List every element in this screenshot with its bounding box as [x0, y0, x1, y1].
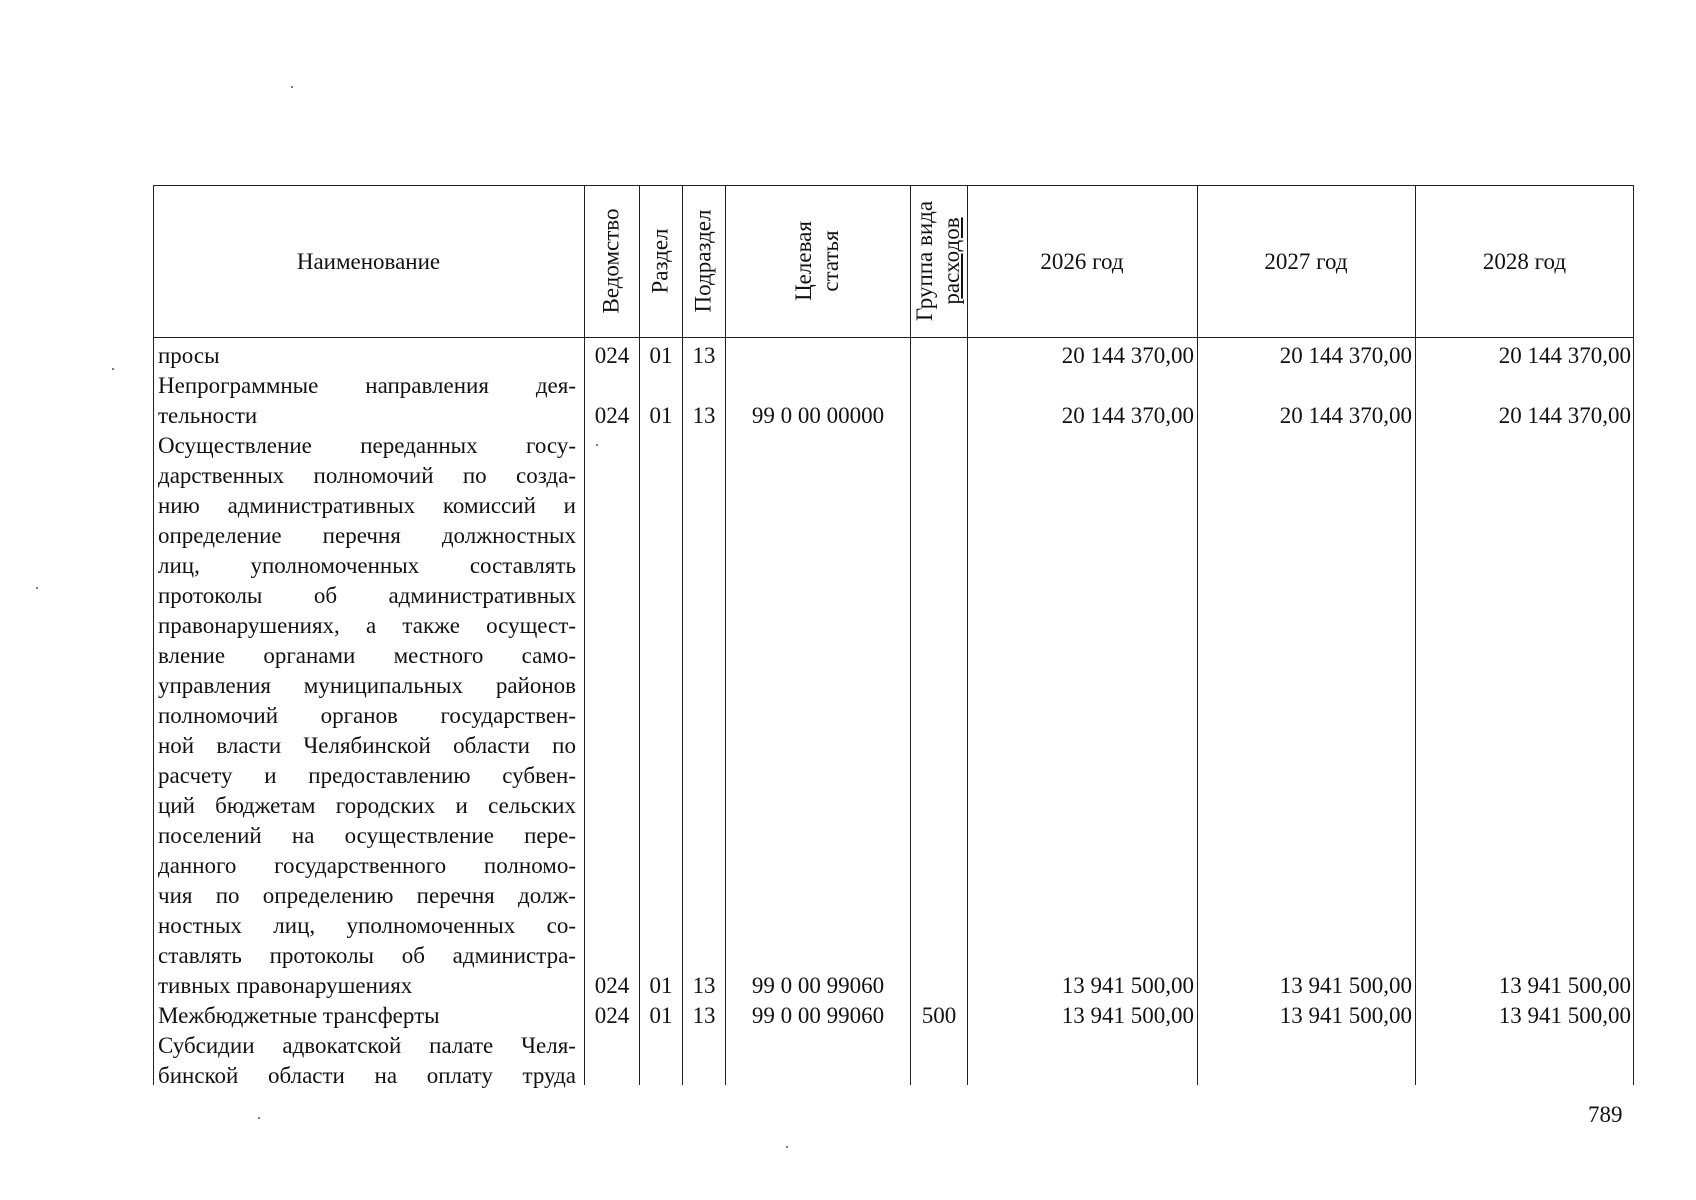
scan-speck [112, 368, 114, 370]
row-name-line: Субсидии адвокатской палате Челя- [158, 1033, 576, 1058]
row-name-line: ной власти Челябинской области по [158, 733, 576, 758]
row-article-cell: 99 0 00 99060 [751, 1003, 885, 1028]
row-name-line: ставлять протоколы об администра- [158, 943, 576, 968]
header-section: Раздел [647, 228, 673, 294]
row-name-line: поселений на осуществление пере- [158, 823, 576, 848]
row-name-line: просы [158, 343, 220, 368]
row-group-cell: 500 [921, 1003, 957, 1028]
scan-speck [786, 1146, 788, 1148]
scan-speck [36, 587, 38, 589]
header-year-2026: 2026 год [1040, 248, 1124, 274]
row-y1-cell: 13 941 500,00 [1061, 973, 1194, 998]
row-name-line: расчету и предоставлению субвен- [158, 763, 576, 788]
row-dept-cell: 024 [594, 343, 630, 368]
header-department: Ведомство [598, 208, 624, 314]
row-dept-cell: 024 [594, 403, 630, 428]
row-name-line: Непрограммные направления дея- [158, 373, 576, 398]
header-name: Наименование [296, 248, 441, 274]
col-divider [682, 185, 683, 1085]
row-name-line: определение перечня должностных [158, 523, 576, 548]
header-target-article: Целевая статья [791, 221, 843, 301]
row-name-line: чия по определению перечня долж- [158, 883, 576, 908]
row-subsection-cell: 13 [692, 973, 716, 998]
row-name-line: ностных лиц, уполномоченных со- [158, 913, 576, 938]
row-subsection-cell: 13 [692, 403, 716, 428]
header-year-2028: 2028 год [1482, 248, 1567, 274]
row-name-line: данного государственного полномо- [158, 853, 576, 878]
row-section-cell: 01 [649, 343, 673, 368]
row-section-cell: 01 [649, 973, 673, 998]
row-y3-cell: 20 144 370,00 [1498, 403, 1631, 428]
row-article-cell: 99 0 00 00000 [751, 403, 885, 428]
row-y3-cell: 13 941 500,00 [1498, 1003, 1631, 1028]
row-y2-cell: 13 941 500,00 [1279, 973, 1412, 998]
row-y1-cell: 20 144 370,00 [1061, 343, 1194, 368]
row-name-line: ций бюджетам городских и сельских [158, 793, 576, 818]
row-name-line: тельности [158, 403, 258, 428]
row-name-line: дарственных полномочий по созда- [158, 463, 576, 488]
row-subsection-cell: 13 [692, 343, 716, 368]
row-name-line: тивных правонарушениях [158, 973, 413, 998]
row-name-line: Межбюджетные трансферты [158, 1003, 440, 1028]
row-y1-cell: 20 144 370,00 [1061, 403, 1194, 428]
row-dept-cell: 024 [594, 973, 630, 998]
row-y2-cell: 20 144 370,00 [1279, 403, 1412, 428]
header-divider [153, 337, 1634, 338]
scan-speck [291, 86, 293, 88]
row-name-line: вление органами местного само- [158, 643, 576, 668]
row-name-line: Осуществление переданных госу- [158, 433, 576, 458]
scan-speck [596, 444, 598, 446]
row-name-line: правонарушениях, а также осущест- [158, 613, 576, 638]
row-name-line: бинской области на оплату труда [158, 1063, 576, 1088]
row-name-line: управления муниципальных районов [158, 673, 576, 698]
row-name-line: лиц, уполномоченных составлять [158, 553, 576, 578]
row-name-line: нию административных комиссий и [158, 493, 576, 518]
header-expense-group: Группа вида расходов [912, 200, 964, 322]
header-year-2027: 2027 год [1264, 248, 1348, 274]
row-y1-cell: 13 941 500,00 [1061, 1003, 1194, 1028]
col-divider [639, 185, 640, 1085]
row-y2-cell: 20 144 370,00 [1279, 343, 1412, 368]
row-section-cell: 01 [649, 403, 673, 428]
row-section-cell: 01 [649, 1003, 673, 1028]
scan-speck [258, 1117, 260, 1119]
row-subsection-cell: 13 [692, 1003, 716, 1028]
row-y2-cell: 13 941 500,00 [1279, 1003, 1412, 1028]
row-name-line: протоколы об административных [158, 583, 576, 608]
row-name-line: полномочий органов государствен- [158, 703, 576, 728]
header-subsection: Подраздел [690, 209, 716, 313]
row-y3-cell: 20 144 370,00 [1498, 343, 1631, 368]
row-article-cell: 99 0 00 99060 [751, 973, 885, 998]
col-divider [725, 185, 726, 1085]
row-dept-cell: 024 [594, 1003, 630, 1028]
page-number: 789 [1588, 1102, 1623, 1127]
col-divider [584, 185, 585, 1085]
row-y3-cell: 13 941 500,00 [1498, 973, 1631, 998]
